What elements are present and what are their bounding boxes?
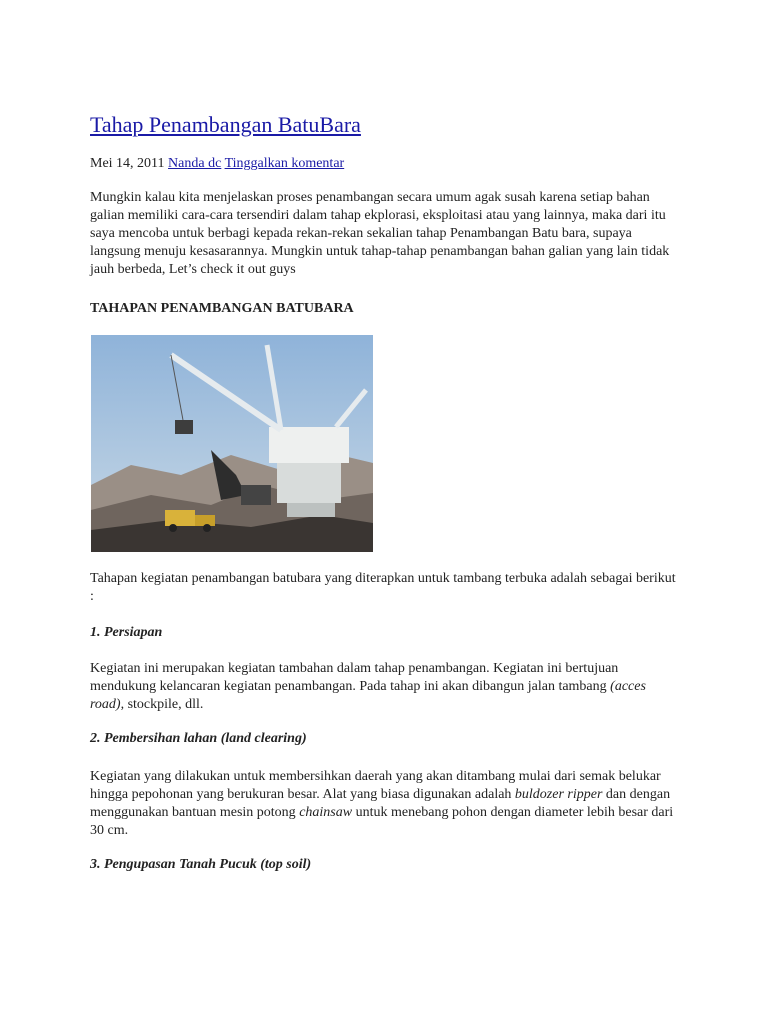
step1-italic: (acces road) xyxy=(90,679,646,712)
step2-text-b: dan dengan menggunakan bantuan mesin potong xyxy=(90,787,671,820)
step1-text-a: Kegiatan ini merupakan kegiatan tambahan dalam tahap penambangan. Kegiatan ini bertujuan mendukung kelancaran kegiatan penambangan. Pada tahap ini akan dibangun jalan tambang xyxy=(90,661,619,694)
step1-heading: 1. Persiapan xyxy=(90,625,163,640)
step2-italic-a: buldozer ripper xyxy=(514,787,603,802)
step2-text-a: Kegiatan yang dilakukan untuk membersihkan daerah yang akan ditambang mulai dari semak belukar hingga pepohonan yang berukuran besar. Alat yang biasa digunakan adalah xyxy=(90,769,661,802)
intro-steps-paragraph: Tahapan kegiatan penambangan batubara yang diterapkan untuk tambang terbuka adalah sebagai berikut : xyxy=(90,571,676,604)
step2-heading: 2. Pembersihan lahan (land clearing) xyxy=(90,731,307,746)
section-heading: TAHAPAN PENAMBANGAN BATUBARA xyxy=(90,301,354,316)
step2-italic-b: chainsaw xyxy=(299,805,353,820)
intro-paragraph: Mungkin kalau kita menjelaskan proses penambangan secara umum agak susah karena setiap bahan galian memiliki cara-cara tersendiri dalam tahap ekplorasi, eksploitasi atau yang lainnya, maka dari itu saya mencoba untuk berbagi kepada rekan-rekan sekalian tahap Penambangan Batu bara, supaya langsung menuju kesasarannya. Mungkin untuk tahap-tahap penambangan bahan galian yang lain tidak jauh berbeda, Let’s check it out guys xyxy=(90,190,670,277)
step2-paragraph xyxy=(90,768,678,840)
comment-link[interactable]: Tinggalkan komentar xyxy=(224,156,345,171)
step2-text-c: untuk menebang pohon dengan diameter lebih besar dari 30 cm. xyxy=(90,805,674,838)
post-date: Mei 14, 2011 xyxy=(90,156,165,171)
step3-heading: 3. Pengupasan Tanah Pucuk (top soil) xyxy=(90,857,312,872)
step1-paragraph xyxy=(90,660,678,714)
mining-dragline-photo xyxy=(91,335,373,552)
step1-text-b: , stockpile, dll. xyxy=(120,697,204,712)
post-meta xyxy=(90,156,344,172)
author-link[interactable]: Nanda dc xyxy=(168,156,222,171)
article-title-link[interactable]: Tahap Penambangan BatuBara xyxy=(90,112,361,137)
